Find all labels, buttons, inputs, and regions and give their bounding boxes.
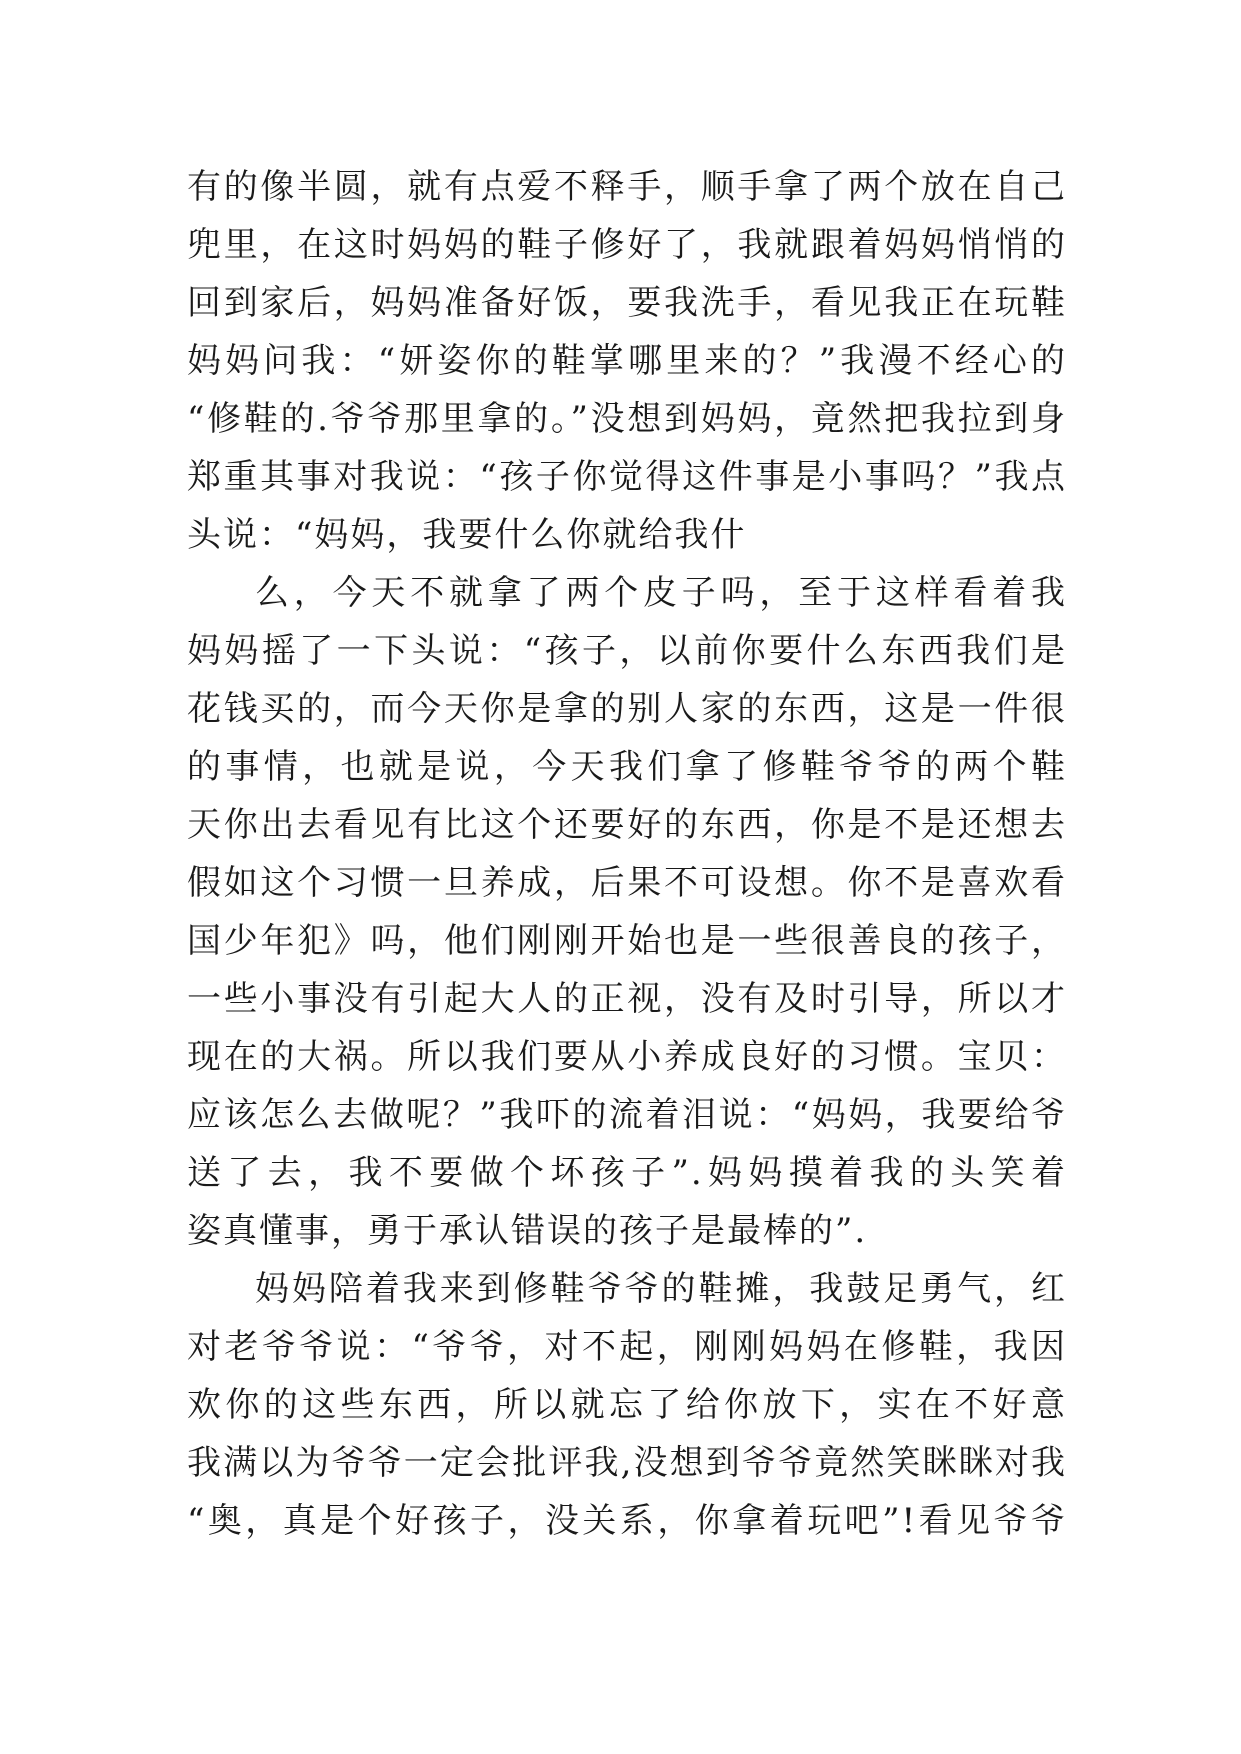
paragraph-2-first-line: 么，今天不就拿了两个皮子吗，至于这样看着我 xyxy=(255,573,1067,613)
body-text xyxy=(187,158,1067,1550)
text-line-18: 送了去，我不要做个坏孩子”.妈妈摸着我的头笑着 xyxy=(187,1153,1067,1193)
text-line-19: 姿真懂事，勇于承认错误的孩子是最棒的”. xyxy=(187,1211,868,1251)
text-line-13: 假如这个习惯一旦养成，后果不可设想。你不是喜欢看 xyxy=(187,863,1067,903)
text-line-23: 我满以为爷爷一定会批评我,没想到爷爷竟然笑眯眯对我 xyxy=(187,1443,1067,1483)
text-line-6: 郑重其事对我说：“孩子你觉得这件事是小事吗？”我点 xyxy=(187,457,1067,497)
text-line-2: 兜里，在这时妈妈的鞋子修好了，我就跟着妈妈悄悄的 xyxy=(187,225,1067,265)
text-line-21: 对老爷爷说：“爷爷，对不起，刚刚妈妈在修鞋，我因 xyxy=(187,1327,1067,1367)
text-line-15: 一些小事没有引起大人的正视，没有及时引导，所以才 xyxy=(187,979,1067,1019)
text-line-1: 有的像半圆，就有点爱不释手，顺手拿了两个放在自己 xyxy=(187,167,1067,207)
text-line-24: “奥，真是个好孩子，没关系，你拿着玩吧”!看见爷爷 xyxy=(187,1501,1067,1541)
text-line-11: 的事情，也就是说，今天我们拿了修鞋爷爷的两个鞋 xyxy=(187,747,1067,787)
text-line-17: 应该怎么去做呢？”我吓的流着泪说：“妈妈，我要给爷 xyxy=(187,1095,1067,1135)
text-line-5: “修鞋的.爷爷那里拿的。”没想到妈妈，竟然把我拉到身 xyxy=(187,399,1067,439)
text-line-16: 现在的大祸。所以我们要从小养成良好的习惯。宝贝： xyxy=(187,1037,1067,1077)
text-line-4: 妈妈问我：“妍姿你的鞋掌哪里来的？”我漫不经心的 xyxy=(187,341,1067,381)
text-line-9: 妈妈摇了一下头说：“孩子，以前你要什么东西我们是 xyxy=(187,631,1067,671)
text-line-22: 欢你的这些东西，所以就忘了给你放下，实在不好意 xyxy=(187,1385,1067,1425)
text-line-12: 天你出去看见有比这个还要好的东西，你是不是还想去 xyxy=(187,805,1067,845)
text-line-10: 花钱买的，而今天你是拿的别人家的东西，这是一件很 xyxy=(187,689,1067,729)
paragraph-3-first-line: 妈妈陪着我来到修鞋爷爷的鞋摊，我鼓足勇气，红 xyxy=(255,1269,1067,1309)
text-line-14: 国少年犯》吗，他们刚刚开始也是一些很善良的孩子， xyxy=(187,921,1067,961)
text-line-3: 回到家后，妈妈准备好饭，要我洗手，看见我正在玩鞋 xyxy=(187,283,1067,323)
text-line-7: 头说：“妈妈，我要什么你就给我什 xyxy=(187,515,747,555)
